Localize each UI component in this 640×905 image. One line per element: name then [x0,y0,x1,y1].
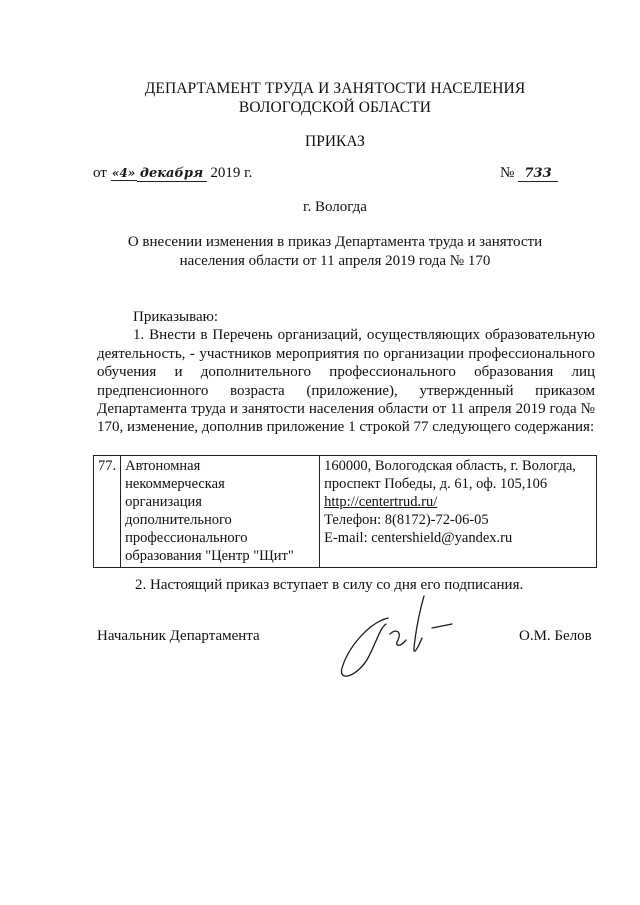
number-handwritten: 733 [518,166,558,182]
subject-line-1: О внесении изменения в приказ Департамента труда и занятости [127,234,543,250]
clause-1: 1. Внести в Перечень организаций, осуществляющих образовательную деятельность, - участников мероприятия по организации профессионального обучения и дополнительного профессионального образования лиц предпенсионного возраста (приложение), утвержденный приказом Департамента труда и занятости населения области от 11 апреля 2019 года № 170, изменение, дополнив приложение 1 строкой 77 следующего содержания: [97,327,595,436]
number-prefix: № [500,165,515,181]
org-name-line: профессионального [125,530,248,546]
document-type-title: ПРИКАЗ [305,133,365,150]
address-line-1: 160000, Вологодская область, г. Вологда, [324,458,576,474]
org-name-cell [121,456,320,568]
order-body [97,308,595,437]
org-name-line: некоммерческая [125,476,225,492]
order-word: Приказываю: [133,309,218,325]
org-contacts-cell [320,456,597,568]
row-number-cell: 77. [94,456,121,568]
email-line: E-mail: centershield@yandex.ru [324,530,513,546]
department-line-1: ДЕПАРТАМЕНТ ТРУДА И ЗАНЯТОСТИ НАСЕЛЕНИЯ [144,80,526,97]
date-year: 2019 г. [210,165,253,181]
date-month-handwritten: декабря [137,166,207,182]
table-row [94,456,597,568]
org-name-line: образования "Центр "Щит" [125,548,294,564]
date-day-handwritten: «4» [111,166,136,180]
org-name-line: дополнительного [125,512,232,528]
city-line: г. Вологда [303,199,367,215]
org-name-line: Автономная [125,458,201,474]
clause-2: 2. Настоящий приказ вступает в силу со дня его подписания. [135,577,524,593]
signatory-position: Начальник Департамента [97,628,260,644]
subject-line-2: населения области от 11 апреля 2019 года № 170 [179,253,491,269]
order-number [500,165,558,182]
website-link[interactable]: http://centertrud.ru/ [324,494,438,510]
order-date [93,165,252,182]
address-line-2: проспект Победы, д. 61, оф. 105,106 [324,476,548,492]
handwritten-signature [328,588,468,688]
signatory-name: О.М. Белов [519,628,592,644]
order-subject [120,233,550,271]
department-header [100,79,570,117]
phone-line: Телефон: 8(8172)-72-06-05 [324,512,489,528]
date-prefix: от [93,165,107,181]
department-line-2: ВОЛОГОДСКОЙ ОБЛАСТИ [238,99,432,116]
org-name-line: организация [125,494,202,510]
organization-table [93,455,597,568]
